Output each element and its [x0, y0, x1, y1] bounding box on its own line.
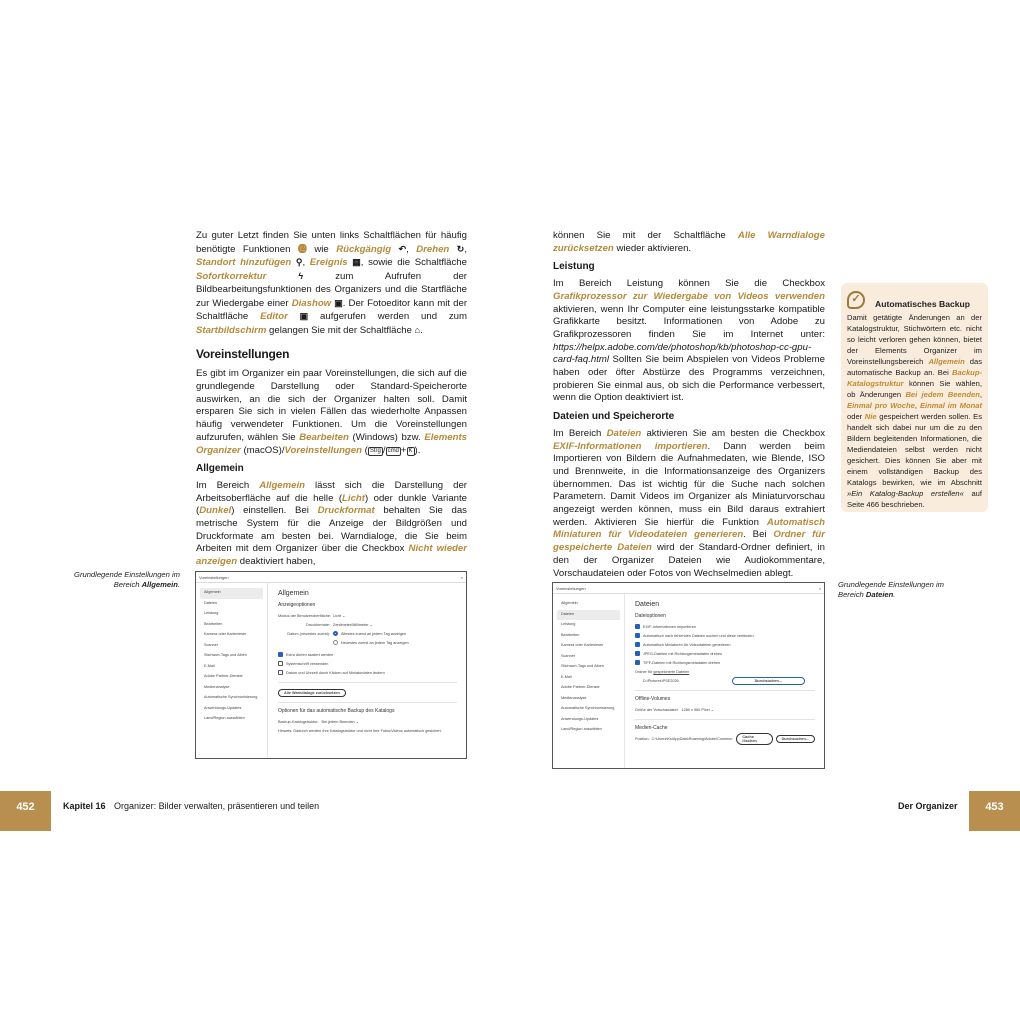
paragraph-continued: können Sie mit der Schaltfläche Alle Warndialoge zurücksetzen wieder aktivieren. — [553, 230, 826, 254]
add-location-icon: ⚲ — [295, 257, 303, 268]
dialog-titlebar: Voreinstellungen × — [196, 572, 466, 583]
checkbox-video-thumbnails[interactable] — [635, 642, 640, 647]
sidebar-item-bearbeiten[interactable]: Bearbeiten — [204, 621, 223, 626]
checkbox-missing-files[interactable] — [635, 633, 640, 638]
heading-allgemein: Allgemein — [196, 463, 244, 475]
browse-button[interactable]: Durchsuchen... — [732, 677, 805, 685]
print-format-dropdown[interactable]: Zentimeter/Millimeter ⌄ — [333, 622, 373, 627]
event-calendar-icon: ▦ — [352, 257, 361, 268]
section-backup: Optionen für das automatische Backup des Katalogs — [278, 708, 395, 714]
sidebar-item-allgemein[interactable]: Allgemein — [200, 588, 263, 599]
sidebar-item-updates[interactable]: Anwendungs-Updates — [204, 705, 242, 710]
sidebar-item-email[interactable]: E-Mail — [561, 674, 572, 679]
sidebar-item-leistung[interactable]: Leistung — [561, 622, 576, 626]
sidebar-item-stichwort[interactable]: Stichwort-Tags und Alben — [561, 664, 604, 668]
chapter-number: Kapitel 16 — [63, 801, 106, 811]
radio-oldest-first[interactable] — [333, 631, 338, 636]
key-cmd: cmd — [387, 447, 399, 454]
sidebar-item-region[interactable]: Land/Region auswählen — [561, 727, 602, 731]
right-page-body — [553, 230, 825, 586]
left-page-body — [196, 230, 467, 575]
sidebar-item-bearbeiten[interactable]: Bearbeiten — [561, 632, 580, 637]
editor-icon: ▣ — [299, 311, 309, 322]
sidebar-item-email[interactable]: E-Mail — [204, 663, 215, 668]
running-footer-right: Der Organizer — [898, 801, 958, 811]
close-icon[interactable]: × — [818, 586, 821, 591]
close-icon[interactable]: × — [460, 575, 463, 580]
checkbox-rotate-tiff[interactable] — [635, 660, 640, 665]
dialog-sidebar — [196, 583, 268, 758]
radio-newest-first[interactable] — [333, 640, 338, 645]
undo-icon: ↶ — [398, 243, 407, 254]
home-icon: ⌂ — [414, 324, 421, 335]
page-number-left: 452 — [0, 791, 51, 831]
saved-files-link[interactable]: gespeicherte Dateien — [653, 669, 690, 674]
cache-path: C:\Users\Ks\AppData\Roaming\Adobe\Common — [651, 736, 733, 741]
infobox-title: Automatisches Backup — [875, 299, 971, 309]
dialog-titlebar: Voreinstellungen × — [553, 583, 824, 594]
paragraph-buttons: Zu guter Letzt finden Sie unten links Schaltflächen für häufig benötigte Funktionen ⓬ wie Rückgängig ↶, Drehen ↻, Standort hinzufügen ⚲, Ereignis ▦, sowie die Schaltfläche Sofortkorrektur ϟ zum Aufrufen der Bildbearbeitungsfunktionen des Organizers und die Startfläche zur Wiedergabe einer Diashow ▣. Der Fotoeditor kann mit der Schaltfläche Editor ▣ aufgerufen werden und zum Startbildschirm gelangen Sie mit der Schaltfläche ⌂. — [196, 230, 468, 336]
section-offline-volumes: Offline-Volumes — [635, 696, 671, 702]
preferences-dialog-allgemein — [195, 571, 467, 759]
dialog-sidebar — [553, 594, 625, 768]
sidebar-item-medienanalyse[interactable]: Medienanalyse — [561, 695, 587, 700]
folder-path: D:\Pictures\PSE2026 — [643, 678, 679, 683]
section-dateioptionen: Dateioptionen — [635, 613, 666, 619]
instant-fix-lightning-icon: ϟ — [298, 271, 304, 282]
sidebar-item-sync[interactable]: Automatische Synchronisierung — [204, 695, 258, 699]
sidebar-item-kamera[interactable]: Kamera oder Kartenleser — [204, 632, 247, 636]
sidebar-item-dateien[interactable]: Dateien — [204, 600, 218, 605]
panel-title: Allgemein — [278, 590, 309, 597]
dialog-main: Allgemein Anzeigeoptionen Modus der Benutzeroberfläche: Licht ⌄ Druckformate: Zentimeter/Millimeter ⌄ Datum (neuestes zuerst): Ältestes zuerst an jedem Tag anzeigen Neuestes zuerst an jedem Tag anzeigen Extra dürfen skaliert werden Systemschrift verwenden Datum und Uhrzeit durch Klicken auf Miniaturdaten ändern Alle Warndialoge zurücksetzen Optionen für das automatische Backup des Katalogs Backup-Katalogstruktur: Bei jedem Beenden ⌄ Hinweis: Dadurch werden Ihre Katalogstruktur und nicht Ihre Fotos/Videos automatisch gesichert. — [269, 583, 466, 758]
sidebar-item-scanner[interactable]: Scanner — [204, 642, 219, 647]
sidebar-item-medienanalyse[interactable]: Medienanalyse — [204, 684, 230, 689]
dialog-main: Dateien Dateioptionen EXIF-Informationen importieren Automatisch nach fehlenden Dateien suchen und diese verbinden Automatisch Miniaturen für Videodateien generieren JPEG-Dateien mit Richtungsmetadaten drehen TIFF-Dateien mit Richtungsmetadaten drehen Ordner für gespeicherte Dateien D:\Pictures\PSE2026 Durchsuchen... Offline-Volumes Größe der Vorschaudatei: 1280 x 960 Pixel ⌄ Medien-Cache Position: C:\Users\Ks\AppData\Roaming\Adobe\Common Cache löschen Durchsuchen... — [626, 594, 824, 768]
page-number-right: 453 — [969, 791, 1020, 831]
paragraph-leistung: Im Bereich Leistung können Sie die Checkbox Grafikprozessor zur Wiedergabe von Videos verwenden aktivieren, wenn Ihr Computer eine leistungsstarke kompatible Grafikkarte besitzt. Informationen von Adobe zu Grafikprozessoren finden Sie im Internet unter: https://helpx.adobe.com/de/photoshop/kb/photoshop-cc-gpu-card-faq.html Sollten Sie beim Abspielen von Videos Probleme haben oder öfter Abstürze des Programms verzeichnen, probieren Sie einmal aus, ob sich die Performance verbessert, wenn die Option deaktiviert ist. — [553, 278, 825, 404]
checkbox-system-font[interactable] — [278, 661, 283, 666]
backup-hint: Hinweis: Dadurch werden Ihre Katalogstruktur und nicht Ihre Fotos/Videos automatisch gesichert. — [278, 728, 442, 733]
cross-reference: »Ein Katalog-Backup erstellen« — [847, 489, 964, 498]
sidebar-item-adobe-partner[interactable]: Adobe Partner-Dienste — [204, 674, 243, 678]
ui-mode-dropdown[interactable]: Licht ⌄ — [333, 613, 345, 618]
sidebar-item-updates[interactable]: Anwendungs-Updates — [561, 716, 599, 721]
heading-voreinstellungen: Voreinstellungen — [196, 346, 290, 361]
sidebar-item-allgemein[interactable]: Allgemein — [561, 601, 578, 605]
browse-cache-button[interactable]: Durchsuchen... — [776, 735, 815, 743]
paragraph-allgemein: Im Bereich Allgemein lässt sich die Darstellung der Arbeitsoberfläche auf die helle (Licht) oder dunkle Variante (Dunkel) einstellen. Bei Druckformat behalten Sie das metrische System für die Anzeige der Bildgrößen und Druckformate am besten bei. Warndialoge, die Sie beim Arbeiten mit dem Organizer über die Checkbox Nicht wieder anzeigen deaktiviert haben, — [196, 479, 467, 568]
figure-caption-dateien: Grundlegende Einstellungen im Bereich Dateien. — [838, 580, 944, 599]
preferences-dialog-dateien — [552, 582, 825, 769]
section-medien-cache: Medien-Cache — [635, 725, 668, 731]
rotate-icon: ↻ — [456, 243, 465, 254]
figure-caption-allgemein: Grundlegende Einstellungen im Bereich Allgemein. — [74, 570, 180, 589]
key-strg: Strg — [369, 447, 381, 454]
running-footer-left — [63, 801, 319, 811]
sidebar-item-stichwort[interactable]: Stichwort-Tags und Alben — [204, 653, 247, 657]
reset-warnings-button[interactable]: Alle Warndialoge zurücksetzen — [278, 689, 346, 697]
sidebar-item-dateien[interactable]: Dateien — [557, 610, 620, 621]
panel-title: Dateien — [635, 601, 660, 608]
checkbox-rotate-jpeg[interactable] — [635, 651, 640, 656]
heading-dateien: Dateien und Speicherorte — [553, 411, 675, 423]
marker-12-icon: ⓬ — [297, 243, 307, 254]
adobe-gpu-faq-link[interactable]: https://helpx.adobe.com/de/photoshop/kb/photoshop-cc-gpu-card-faq.html — [553, 341, 812, 366]
checkbox-scale[interactable] — [278, 652, 283, 657]
section-anzeigeoptionen: Anzeigeoptionen — [278, 602, 316, 608]
checkmark-badge-icon: ✓ — [847, 291, 865, 309]
infobox-body: Damit getätigte Änderungen an der Katalogstruktur, Stichwörtern etc. nicht so leicht verloren gehen können, bietet der Elements Organizer im Voreinstellungsbereich Allgemein das automatische Backup an. Bei Backup-Katalogstruktur können Sie wählen, ob Änderungen Bei jedem Beenden, Einmal pro Woche, Einmal im Monat oder Nie gespeichert werden sollen. Es handelt sich dabei nur um die zu den Bildern begleitenden Informationen, die Mediendateien selbst werden nicht gesichert. Dies können Sie aber mit einem vollständigen Backup des Katalogs bewirken, wie im Abschnitt »Ein Katalog-Backup erstellen« auf Seite 466 beschrieben. — [847, 313, 982, 509]
paragraph-dateien: Im Bereich Dateien aktivieren Sie am besten die Checkbox EXIF-Informationen importieren. Dann werden beim Importieren von Bildern die Aufnahmedaten, wie Blende, ISO und Brennweite, in die Informationsanzeige des Organizers übernommen. Das ist wichtig für die Suche nach solchen Parametern. Damit Videos im Organizer als Miniaturvorschau angezeigt werden können, muss ein Bild daraus extrahiert werden. Aktivieren Sie hierfür die Funktion Automatisch Miniaturen für Videodateien generieren. Bei Ordner für gespeicherte Dateien wird der Standard-Ordner definiert, in den der Organizer Dateien wie Audiokommentare, Vorschaudateien oder Fotos von Wechselmedien ablegt. — [553, 427, 826, 579]
sidebar-item-leistung[interactable]: Leistung — [204, 611, 219, 615]
infobox-automatisches-backup — [841, 283, 988, 512]
sidebar-item-adobe-partner[interactable]: Adobe Partner-Dienste — [561, 685, 600, 689]
sidebar-item-kamera[interactable]: Kamera oder Kartenleser — [561, 643, 604, 647]
sidebar-item-region[interactable]: Land/Region auswählen — [204, 716, 245, 720]
clear-cache-button[interactable]: Cache löschen — [736, 733, 772, 745]
paragraph-voreinstellungen: Es gibt im Organizer ein paar Voreinstellungen, die sich auf die grundlegende Darstellung oder Standard-Speicherorte auswirken, an die sich der Organizer halten soll. Damit ersparen Sie sich in vielen Fällen das wiederholte Anpassen häufig verwendeter Funktionen. Um die Voreinstellungen aufzurufen, wählen Sie Bearbeiten (Windows) bzw. Elements Organizer (macOS)/Voreinstellungen ( Strg / cmd + K ). — [196, 368, 467, 456]
sidebar-item-sync[interactable]: Automatische Synchronisierung — [561, 706, 615, 710]
checkbox-exif[interactable] — [635, 624, 640, 629]
preview-size-dropdown[interactable]: 1280 x 960 Pixel ⌄ — [681, 707, 713, 712]
slideshow-icon: ▣ — [334, 297, 343, 308]
heading-leistung: Leistung — [553, 261, 595, 273]
sidebar-item-scanner[interactable]: Scanner — [561, 653, 576, 658]
checkbox-date-time[interactable] — [278, 670, 283, 675]
key-k: K — [408, 447, 413, 454]
backup-dropdown[interactable]: Bei jedem Beenden ⌄ — [322, 719, 359, 724]
chapter-title: Organizer: Bilder verwalten, präsentieren und teilen — [114, 801, 320, 811]
